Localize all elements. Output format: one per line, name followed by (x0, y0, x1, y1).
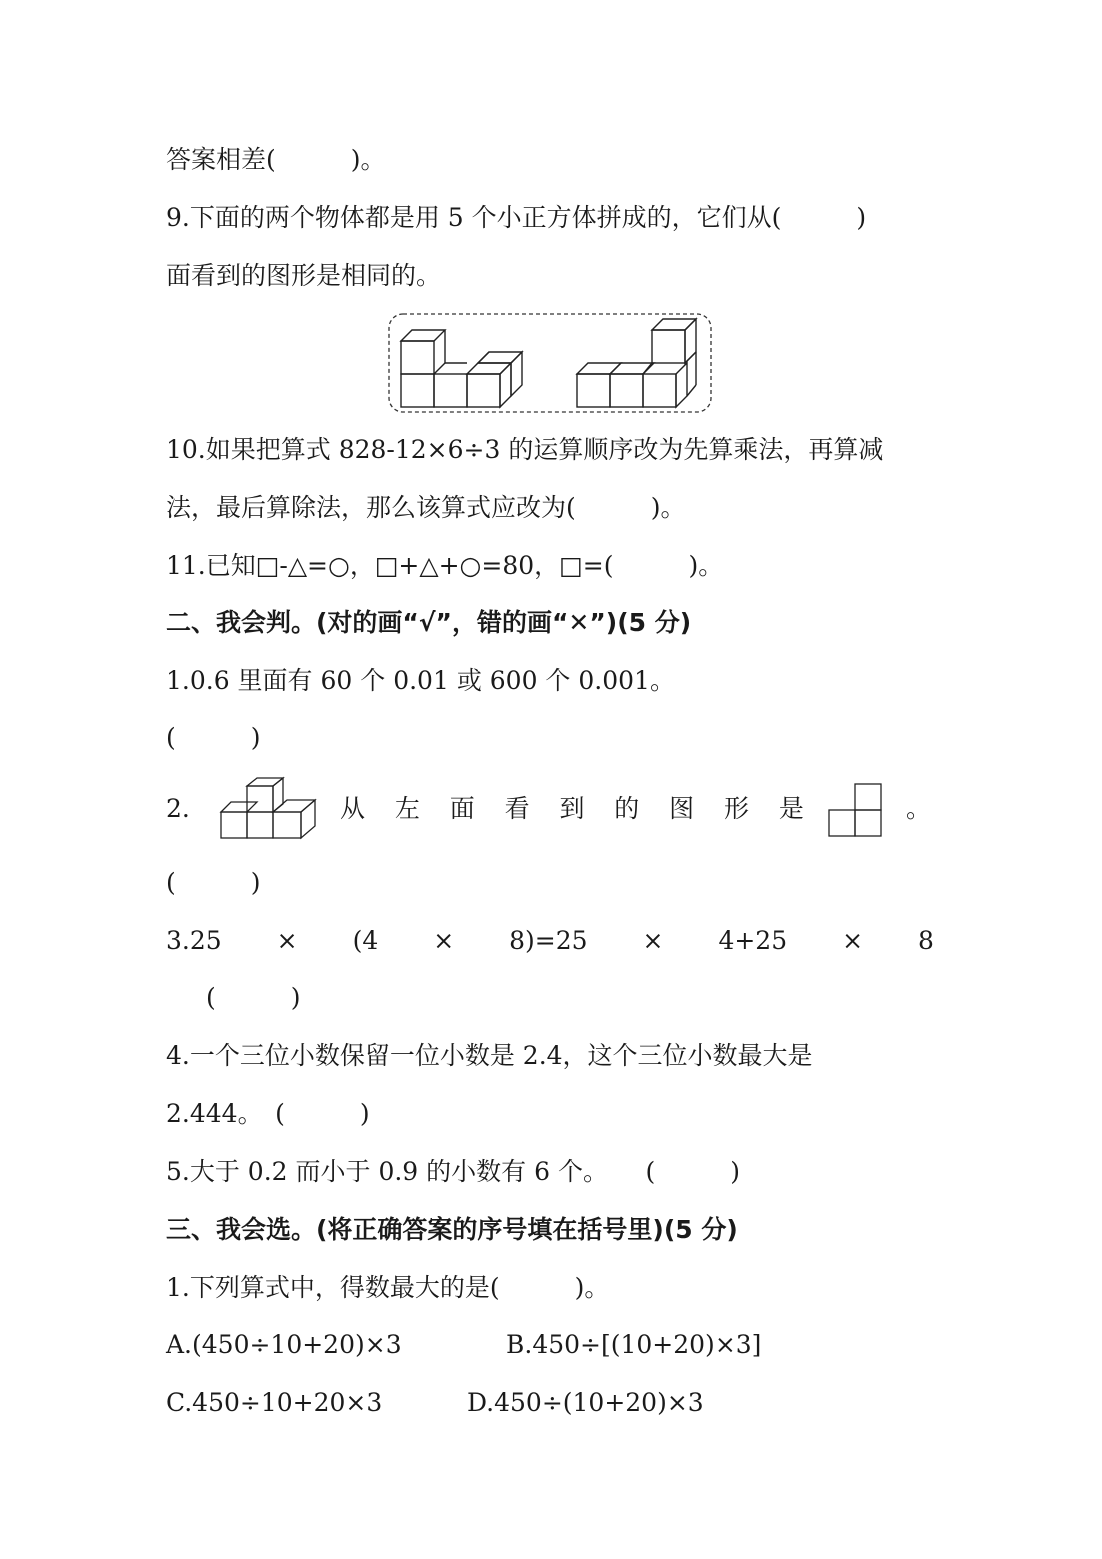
judge-question-2-answer-paren: ( ) (166, 868, 261, 897)
q3-part: × (433, 926, 455, 955)
q3-part: (4 (352, 926, 379, 955)
judge-question-4-line2: 2.444。 ( ) (166, 1099, 370, 1128)
section-2-heading: 二、我会判。(对的画“√”，错的画“✕”)(5 分) (166, 608, 692, 637)
q2-char: 形 (724, 794, 750, 823)
judge-question-5: 5.大于 0.2 而小于 0.9 的小数有 6 个。 ( ) (166, 1157, 740, 1186)
judge-question-2-number: 2. (166, 794, 190, 823)
q3-part: 3.25 (166, 926, 222, 955)
q3-part: 8 (918, 926, 934, 955)
q2-char: 图 (669, 794, 695, 823)
question-10-line1: 10.如果把算式 828-12×6÷3 的运算顺序改为先算乘法，再算减 (166, 435, 884, 464)
question-11: 11.已知□-△=○，□+△+○=80，□=( )。 (166, 551, 724, 580)
q2-char: 从 (340, 794, 366, 823)
q2-char: 到 (559, 794, 585, 823)
judge-question-4-line1: 4.一个三位小数保留一位小数是 2.4，这个三位小数最大是 (166, 1041, 813, 1070)
q2-char: 看 (504, 794, 530, 823)
q2-char: 左 (394, 794, 420, 823)
choice-question-1: 1.下列算式中，得数最大的是( )。 (166, 1273, 610, 1302)
option-a: A.(450÷10+20)×3 (166, 1330, 402, 1359)
q3-part: × (842, 926, 864, 955)
option-c: C.450÷10+20×3 (166, 1388, 383, 1417)
judge-question-1-answer-paren: ( ) (166, 723, 261, 752)
option-b: B.450÷[(10+20)×3] (506, 1330, 762, 1359)
q2-char: 面 (449, 794, 475, 823)
judge-question-3-answer-paren: ( ) (206, 983, 301, 1012)
question-9-line2: 面看到的图形是相同的。 (166, 261, 442, 290)
judge-question-1: 1.0.6 里面有 60 个 0.01 或 600 个 0.001。 (166, 666, 675, 695)
q3-part: 4+25 (718, 926, 788, 955)
q3-part: × (276, 926, 298, 955)
judge-question-2-period: 。 (906, 794, 932, 823)
question-8-continuation: 答案相差( )。 (166, 145, 386, 174)
q3-part: 8)=25 (509, 926, 588, 955)
q2-char: 的 (614, 794, 640, 823)
judge-question-3 (166, 924, 934, 958)
question-10-line2: 法，最后算除法，那么该算式应改为( )。 (166, 493, 686, 522)
q2-char: 是 (778, 794, 804, 823)
q3-part: × (642, 926, 664, 955)
section-3-heading: 三、我会选。(将正确答案的序号填在括号里)(5 分) (166, 1215, 738, 1244)
question-9-line1: 9.下面的两个物体都是用 5 个小正方体拼成的，它们从( ) (166, 203, 867, 232)
option-d: D.450÷(10+20)×3 (467, 1388, 704, 1417)
